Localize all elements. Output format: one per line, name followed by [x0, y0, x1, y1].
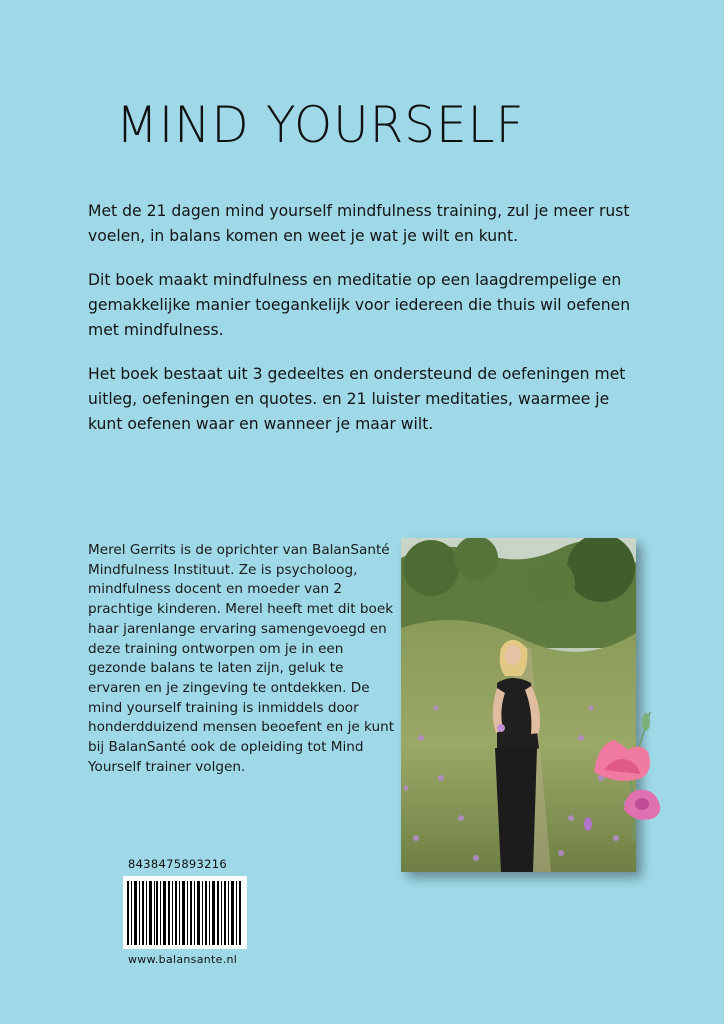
website-url: www.balansante.nl	[128, 953, 238, 966]
barcode	[123, 876, 247, 949]
isbn-number: 8438475893216	[128, 857, 228, 871]
intro-paragraph: Met de 21 dagen mind yourself mindfulness training, zul je meer rust voelen, in balans komen en weet je wat je wilt en kunt.	[88, 202, 630, 245]
book-title: MIND YOURSELF	[116, 96, 525, 154]
contents-paragraph: Het boek bestaat uit 3 gedeeltes en ondersteund de oefeningen met uitleg, oefeningen en quotes. en 21 luister meditaties, waarmee je kunt oefenen waar en wanneer je maar wilt.	[88, 365, 626, 433]
author-bio: Merel Gerrits is de oprichter van BalanSanté Mindfulness Instituut. Ze is psycholoog, mindfulness docent en moeder van 2 prachtige kinderen. Merel heeft met dit boek haar jarenlange ervaring samengevoegd en deze training ontworpen om je in een gezonde balans te laten zijn, geluk te ervaren en je zingeving te ontdekken. De mind yourself training is inmiddels door honderdduizend mensen beoefent en je kunt bij BalanSanté ook de opleiding tot Mind Yourself trainer volgen.	[88, 542, 395, 775]
flower-illustration	[584, 712, 668, 842]
description-paragraph: Dit boek maakt mindfulness en meditatie op een laagdrempelige en gemakkelijke manier toegankelijk voor iedereen die thuis wil oefenen met mindfulness.	[88, 271, 631, 339]
